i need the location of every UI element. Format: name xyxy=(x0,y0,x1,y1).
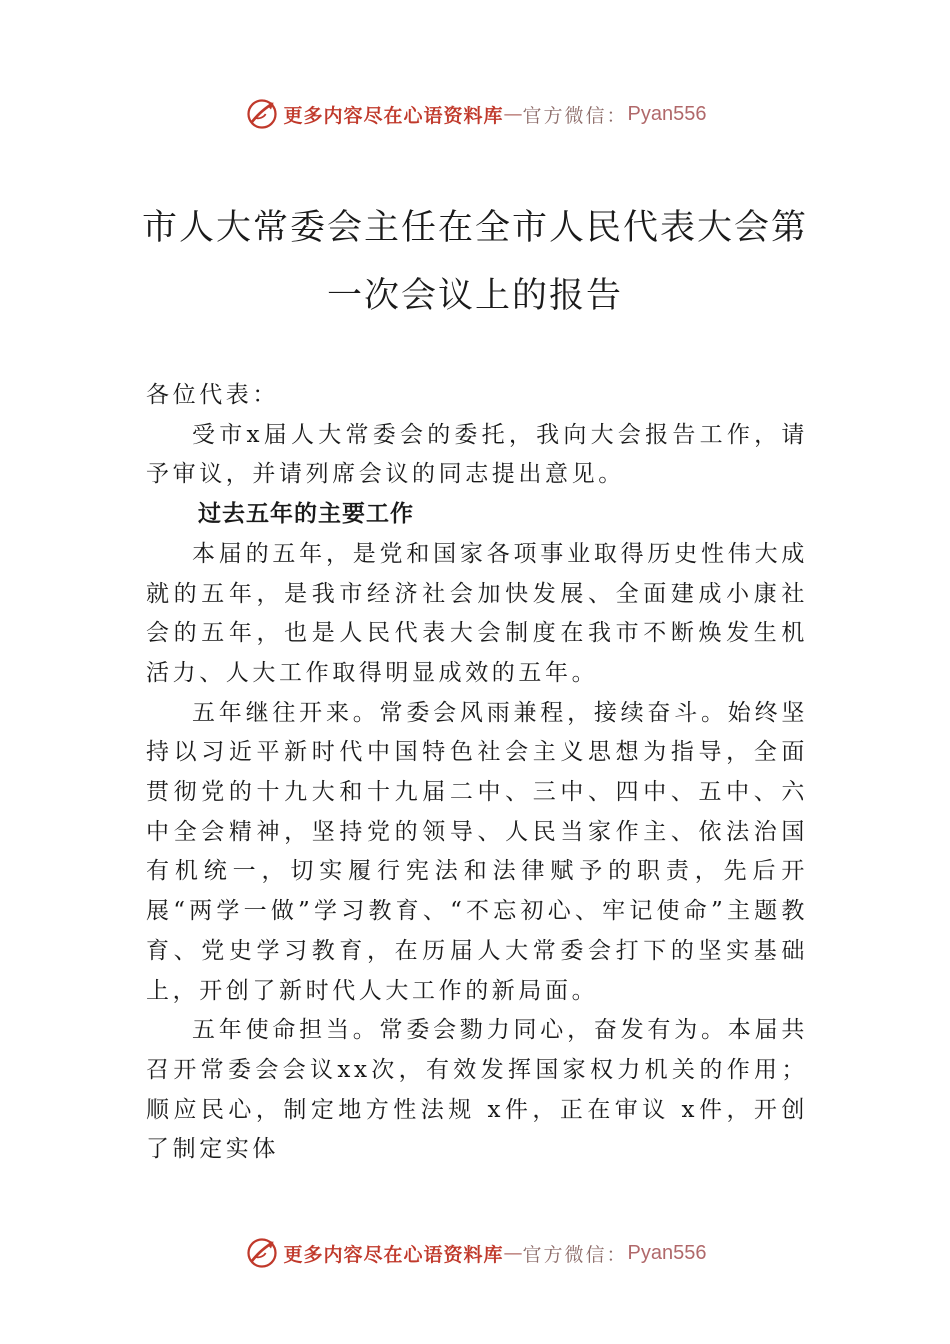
intro-paragraph: 受市x届人大常委会的委托，我向大会报告工作，请予审议，并请列席会议的同志提出意见。 xyxy=(146,421,808,488)
body-paragraph-3: 五年使命担当。常委会勠力同心，奋发有为。本届共召开常委会会议xx次，有效发挥国家权力机关的作用；顺应民心，制定地方性法规 x件，正在审议 x件，开创了制定实体 xyxy=(146,1017,808,1163)
watermark-banner-top xyxy=(0,94,950,134)
pen-logo-icon xyxy=(244,96,280,132)
salutation: 各位代表： xyxy=(146,382,279,408)
body-paragraph-1: 本届的五年，是党和国家各项事业取得历史性伟大成就的五年，是我市经济社会加快发展、全面建成小康社会的五年，也是人民代表大会制度在我市不断焕发生机活力、人大工作取得明显成效的五年。 xyxy=(146,540,808,686)
section-heading: 过去五年的主要工作 xyxy=(198,501,414,528)
pen-logo-icon xyxy=(244,1235,280,1271)
document-body xyxy=(146,376,808,1170)
title-line-1: 市人大常委会主任在全市人民代表大会第 xyxy=(141,208,808,248)
watermark-separator: — xyxy=(503,103,523,125)
watermark-contact-id: Pyan556 xyxy=(627,102,707,125)
watermark-banner-bottom xyxy=(0,1233,950,1273)
watermark-contact-label: 官方微信： xyxy=(522,104,628,127)
document-title xyxy=(120,194,830,330)
watermark-separator: — xyxy=(503,1242,523,1264)
watermark-site-text: 更多内容尽在心语资料库 xyxy=(283,104,504,127)
title-line-2: 一次会议上的报告 xyxy=(326,276,623,316)
body-paragraph-2: 五年继往开来。常委会风雨兼程，接续奋斗。始终坚持以习近平新时代中国特色社会主义思想为指导，全面贯彻党的十九大和十九届二中、三中、四中、五中、六中全会精神，坚持党的领导、人民当家作主、依法治国有机统一，切实履行宪法和法律赋予的职责，先后开展“两学一做”学习教育、“不忘初心、牢记使命”主题教育、党史学习教育，在历届人大常委会打下的坚实基础上，开创了新时代人大工作的新局面。 xyxy=(146,699,808,1004)
watermark-contact-label: 官方微信： xyxy=(522,1243,628,1266)
watermark-contact-id: Pyan556 xyxy=(627,1241,707,1264)
watermark-site-text: 更多内容尽在心语资料库 xyxy=(283,1243,504,1266)
